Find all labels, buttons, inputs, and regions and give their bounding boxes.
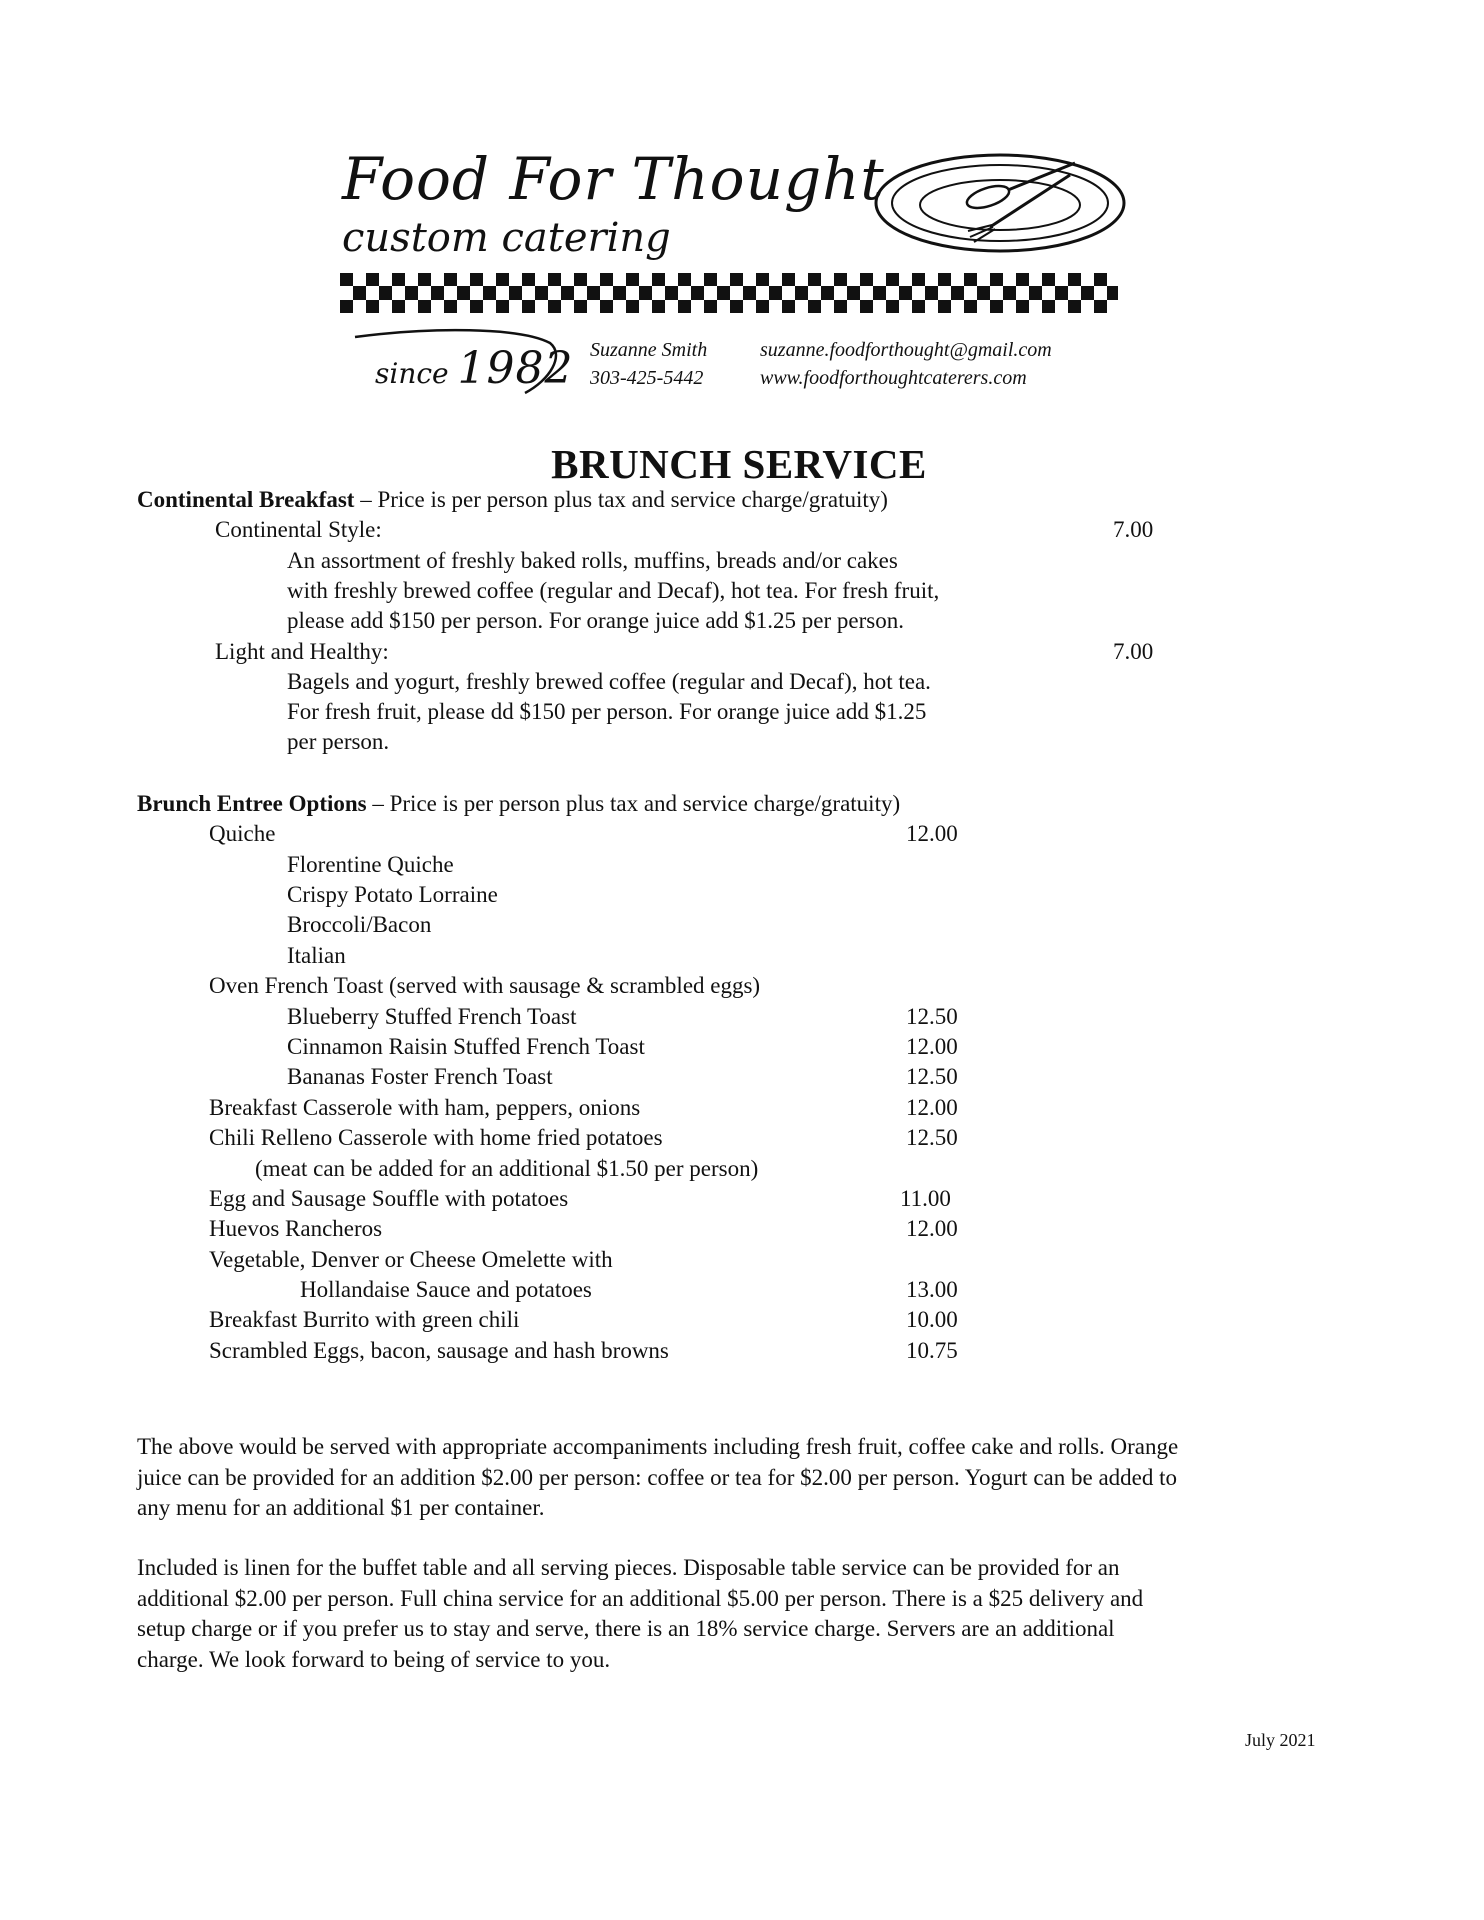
continental-style-desc-line: An assortment of freshly baked rolls, muffins, breads and/or cakes: [287, 548, 898, 573]
plate-with-fork-and-spoon-icon: [870, 145, 1130, 255]
continental-style-price: 7.00: [1113, 517, 1154, 542]
page-title: [0, 440, 1484, 488]
omelette-sub: Hollandaise Sauce and potatoes: [300, 1277, 592, 1302]
logo-title: Food For Thought: [342, 145, 885, 213]
company-logo: [330, 145, 1130, 395]
paragraph-line: juice can be provided for an addition $2.00 per person: coffee or tea for $2.00 per person. Yogurt can be added to: [137, 1464, 1177, 1490]
quiche-item: Broccoli/Bacon: [287, 912, 432, 937]
paragraph-line: any menu for an additional $1 per container.: [137, 1495, 545, 1520]
french-toast-label: Oven French Toast (served with sausage & scrambled eggs): [209, 973, 761, 998]
quiche-item: Crispy Potato Lorraine: [287, 882, 498, 907]
since-1982: [375, 343, 574, 394]
entree-item: Breakfast Casserole with ham, peppers, onions: [209, 1095, 641, 1120]
entree-heading-line: [137, 790, 900, 818]
french-toast-price: 12.00: [906, 1034, 958, 1059]
french-toast-item: Bananas Foster French Toast: [287, 1064, 553, 1089]
paragraph-line: The above would be served with appropriate accompaniments including fresh fruit, coffee cake and rolls. Orange: [137, 1434, 1179, 1459]
light-healthy-desc-line: For fresh fruit, please dd $150 per person. For orange juice add $1.25: [287, 699, 927, 724]
paragraph-line: charge. We look forward to being of service to you.: [137, 1646, 611, 1672]
entree-item: Chili Relleno Casserole with home fried potatoes: [209, 1125, 663, 1150]
entree-item: Egg and Sausage Souffle with potatoes: [209, 1186, 569, 1211]
quiche-item: Florentine Quiche: [287, 852, 454, 877]
logo-subtitle: custom catering: [342, 215, 671, 261]
paragraph-line: Included is linen for the buffet table and all serving pieces. Disposable table service can be provided for an: [137, 1555, 1120, 1580]
page-title-text: BRUNCH SERVICE: [551, 441, 927, 487]
continental-heading: Continental Breakfast: [137, 487, 355, 512]
accompaniments-paragraph: [137, 1432, 1347, 1524]
contact-email: suzanne.foodforthought@gmail.com: [760, 339, 1052, 361]
omelette-label: Vegetable, Denver or Cheese Omelette with: [209, 1247, 613, 1272]
entree-item: Breakfast Burrito with green chili: [209, 1307, 520, 1332]
checkered-band: [340, 273, 1118, 313]
quiche-label: Quiche: [209, 821, 276, 846]
entree-price: 10.00: [906, 1307, 958, 1332]
entree-item: Huevos Rancheros: [209, 1216, 383, 1241]
french-toast-price: 12.50: [906, 1004, 958, 1029]
continental-style-desc-line: please add $150 per person. For orange juice add $1.25 per person.: [287, 608, 904, 633]
contact-name: Suzanne Smith: [590, 339, 708, 361]
entree-price: 12.00: [906, 1095, 958, 1120]
continental-heading-note: – Price is per person plus tax and service charge/gratuity): [354, 487, 888, 512]
quiche-item: Italian: [287, 943, 346, 968]
entree-price: 12.50: [906, 1125, 958, 1150]
continental-style-label: Continental Style:: [215, 517, 382, 542]
french-toast-item: Blueberry Stuffed French Toast: [287, 1004, 577, 1029]
contact-phone: 303-425-5442: [590, 367, 704, 389]
entree-item: Scrambled Eggs, bacon, sausage and hash browns: [209, 1338, 669, 1363]
light-healthy-desc-line: per person.: [287, 729, 390, 754]
continental-style-desc-line: with freshly brewed coffee (regular and Decaf), hot tea. For fresh fruit,: [287, 578, 940, 603]
light-healthy-desc-line: Bagels and yogurt, freshly brewed coffee (regular and Decaf), hot tea.: [287, 669, 931, 694]
light-healthy-label: Light and Healthy:: [215, 639, 389, 664]
french-toast-item: Cinnamon Raisin Stuffed French Toast: [287, 1034, 645, 1059]
meat-note: (meat can be added for an additional $1.50 per person): [255, 1156, 759, 1181]
service-paragraph: [137, 1553, 1347, 1675]
entree-price: 12.00: [906, 1216, 958, 1241]
entree-price: 11.00: [900, 1186, 951, 1211]
entree-heading-note: – Price is per person plus tax and service charge/gratuity): [366, 791, 901, 816]
quiche-price: 12.00: [906, 821, 958, 846]
revision-date: July 2021: [1245, 1730, 1316, 1750]
entree-price: 10.75: [906, 1338, 958, 1363]
since-year: 1982: [457, 343, 574, 394]
french-toast-price: 12.50: [906, 1064, 958, 1089]
since-label: since: [375, 357, 449, 390]
light-healthy-price: 7.00: [1113, 639, 1154, 664]
entree-heading: Brunch Entree Options: [137, 791, 367, 816]
omelette-price: 13.00: [906, 1277, 958, 1302]
continental-heading-line: [137, 486, 888, 514]
paragraph-line: setup charge or if you prefer us to stay and serve, there is an 18% service charge. Servers are an additional: [137, 1616, 1115, 1641]
paragraph-line: additional $2.00 per person. Full china service for an additional $5.00 per person. There is a $25 delivery and: [137, 1585, 1144, 1611]
contact-website: www.foodforthoughtcaterers.com: [760, 367, 1027, 389]
